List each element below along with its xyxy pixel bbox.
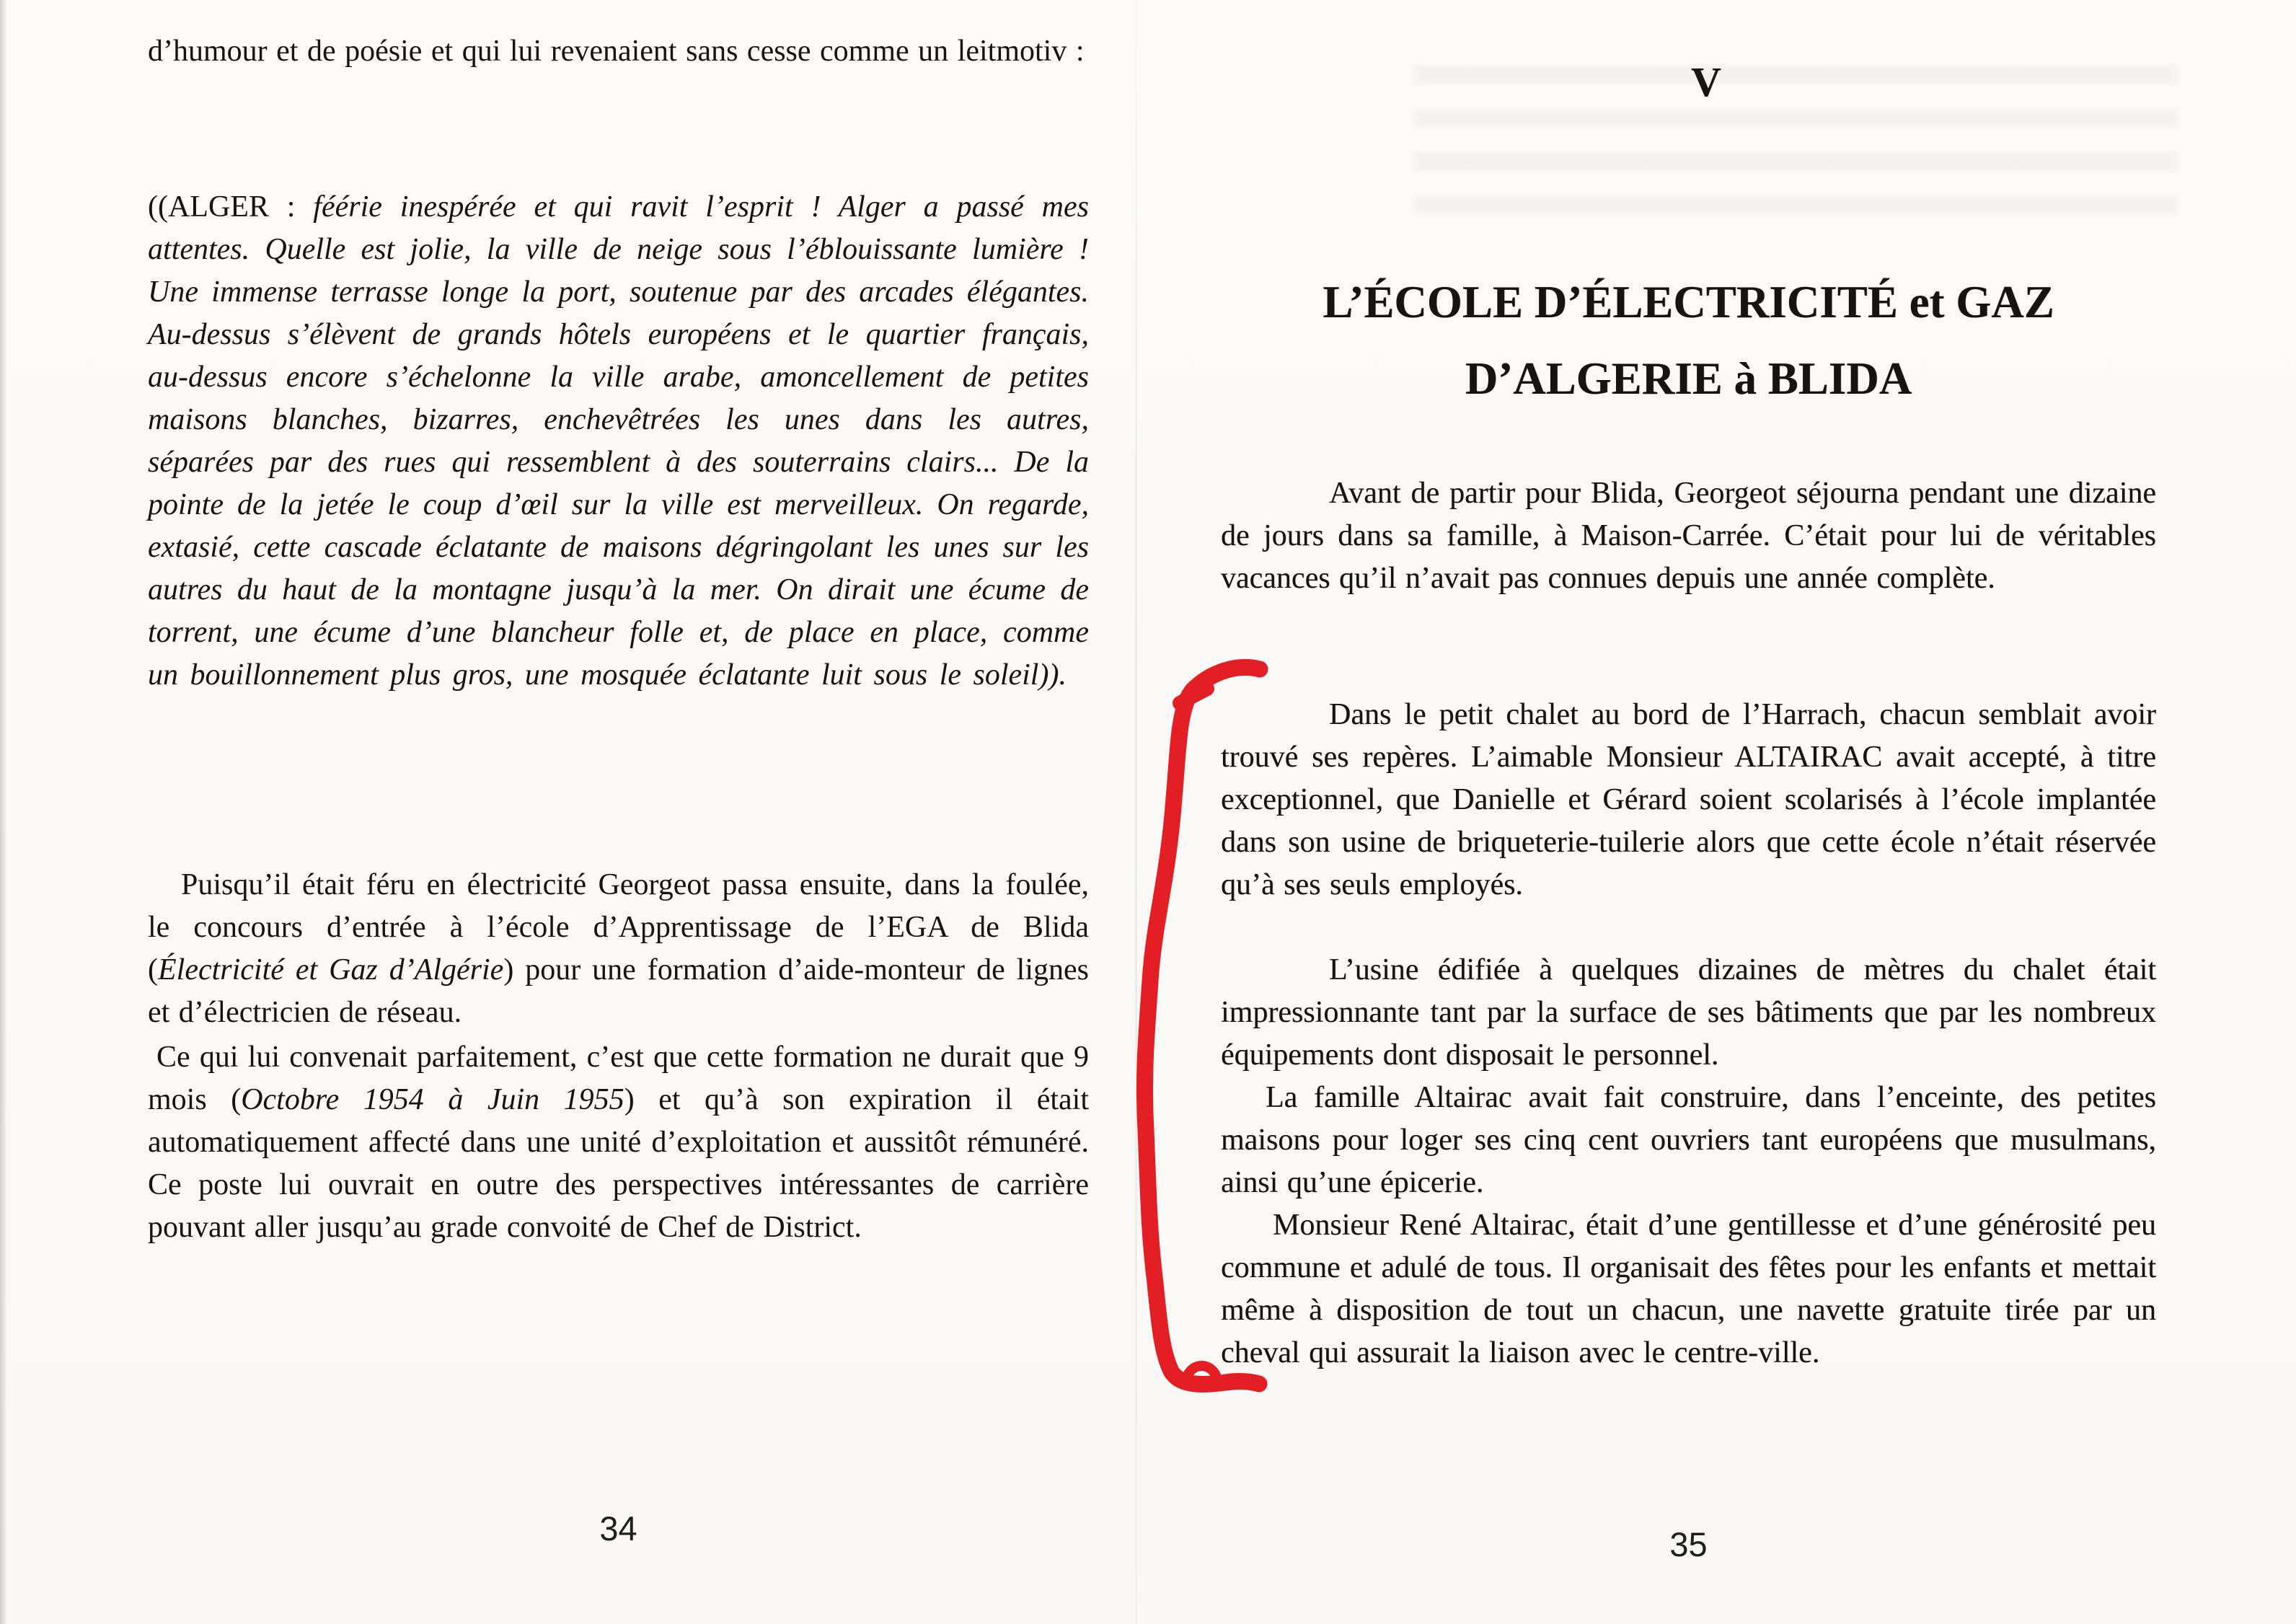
red-bracket-bottom-bump: [1188, 1366, 1216, 1375]
page-35: [1221, 0, 2156, 1624]
lp-intro: [148, 30, 1089, 73]
text-run-italic: Octobre 1954 à Juin 1955: [241, 1083, 624, 1116]
bleed-through-artifact: [1413, 54, 2178, 234]
rp-chalet: [1221, 694, 2156, 906]
rp-famille: [1221, 1077, 2156, 1204]
text-run: Monsieur René Altairac, était d’une gentillesse et d’une générosité peu commune et adulé de tous. Il organisait des fêtes pour les enfants et mettait même à disposition de tout un chacun, une navette gratuite tirée par un cheval qui assurait la liaison avec le centre-ville.: [1221, 1209, 2156, 1369]
text-run: ) et qu’à son expiration il était automatiquement affecté dans une unité d’exploitation et aussitôt rémunéré. Ce poste lui ouvrait en outre des perspectives intéressantes de carrière pouvant aller jusqu’au grade convoité de Chef de District.: [148, 1083, 1089, 1244]
page-number-34: 34: [599, 1509, 637, 1548]
lp-concours: [148, 864, 1089, 1034]
red-bracket-stroke: [1144, 667, 1260, 1384]
text-run: ) pour une formation d’aide-monteur de lignes et d’électricien de réseau.: [148, 953, 1089, 1029]
text-run-italic: féérie inespérée et qui ravit l’esprit ! Alger a passé mes attentes. Quelle est jolie, la ville de neige sous l’éblouissante lumière ! Une immense terrasse longe la port, soutenue par des arcades élégantes. Au-dessus s’élèvent de grands hôtels européens et le quartier français, au-dessus encore s’échelonne la ville arabe, amoncellement de petites maisons blanches, bizarres, enchevêtrées les unes dans les autres, séparées par des rues qui ressemblent à des souterrains clairs... De la pointe de la jetée le coup d’œil sur la ville est merveilleux. On regarde, extasié, cette cascade éclatante de maisons dégringolant les unes sur les autres du haut de la montagne jusqu’à la mer. On dirait une écume de torrent, une écume d’une blancheur folle et, de place en place, comme un bouillonnement plus gros, une mosquée éclatante luit sous le soleil)).: [148, 190, 1089, 692]
text-run-italic: Électricité et Gaz d’Algérie: [158, 953, 504, 987]
text-run: d’humour et de poésie et qui lui revenaient sans cesse comme un leitmotiv :: [148, 35, 1085, 68]
rp-usine: [1221, 949, 2156, 1077]
text-run: ((ALGER :: [148, 190, 314, 224]
rp-avant: [1221, 472, 2156, 600]
scan-edge-shadow: [0, 0, 7, 1624]
text-run: Puisqu’il était féru en électricité Georgeot passa ensuite, dans la foulée, le concours d’entrée à l’école d’Apprentissage de l’EGA de Blida (: [148, 868, 1089, 987]
text-run: Avant de partir pour Blida, Georgeot séjourna pendant une dizaine de jours dans sa famille, à Maison-Carrée. C’était pour lui de véritables vacances qu’il n’avait pas connues depuis une année complète.: [1221, 477, 2156, 595]
rp-rene: [1221, 1204, 2156, 1374]
text-run: L’usine édifiée à quelques dizaines de mètres du chalet était impressionnante tant par la surface de ses bâtiments que par les nombreux équipements dont disposait le personnel.: [1221, 953, 2156, 1072]
chapter-title: [1221, 264, 2156, 417]
page-34: [148, 0, 1089, 1624]
red-bracket-annotation: [1119, 645, 1292, 1439]
lp-formation: [148, 1036, 1089, 1249]
text-run: La famille Altairac avait fait construire, dans l’enceinte, des petites maisons pour loger ses cinq cent ouvriers tant européens que musulmans, ainsi qu’une épicerie.: [1221, 1081, 2156, 1199]
chapter-number: V: [1691, 58, 1722, 105]
text-run: Ce qui lui convenait parfaitement, c’est que cette formation ne durait que 9 mois (: [148, 1041, 1089, 1116]
lp-quote: [148, 186, 1089, 697]
chapter-title-line-1: L’ÉCOLE D’ÉLECTRICITÉ et GAZ: [1323, 277, 2054, 327]
page-number-35: 35: [1669, 1525, 1708, 1563]
chapter-title-line-2: D’ALGERIE à BLIDA: [1465, 353, 1912, 404]
text-run: Dans le petit chalet au bord de l’Harrach, chacun semblait avoir trouvé ses repères. L’aimable Monsieur ALTAIRAC avait accepté, à titre exceptionnel, que Danielle et Gérard soient scolarisés à l’école implantée dans son usine de briqueterie-tuilerie alors que cette école n’était réservée qu’à ses seuls employés.: [1221, 698, 2156, 901]
page-gutter-shadow: [1135, 0, 1137, 1624]
